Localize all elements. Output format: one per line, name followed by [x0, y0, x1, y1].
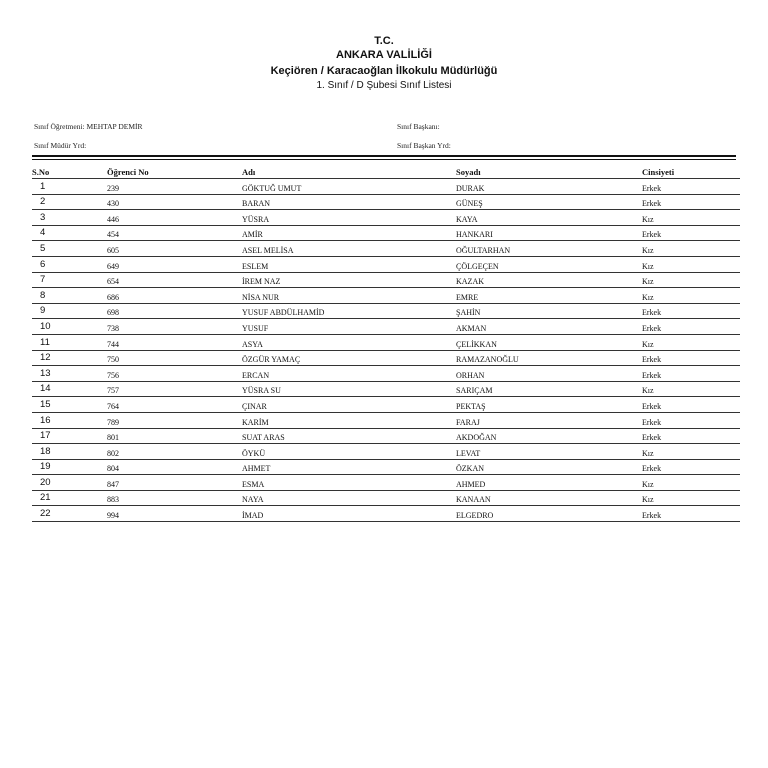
vice-president-label: Sınıf Başkan Yrd:	[397, 141, 451, 150]
row-name: YÜSRA SU	[242, 386, 281, 396]
row-no: 12	[40, 352, 51, 364]
row-surname: ÇÖLGEÇEN	[456, 261, 499, 271]
row-name: YUSUF ABDÜLHAMİD	[242, 308, 325, 318]
row-name: ESMA	[242, 479, 265, 489]
divider-thick	[32, 155, 736, 157]
row-student-no: 654	[107, 277, 119, 287]
header-gender: Cinsiyeti	[642, 167, 675, 177]
row-no: 2	[40, 196, 46, 208]
header-school: Keçiören / Karacaoğlan İlkokulu Müdürlüğü	[270, 65, 498, 77]
row-surname: ŞAHİN	[456, 308, 481, 318]
row-name: ASEL MELİSA	[242, 245, 294, 255]
row-student-no: 686	[107, 292, 119, 302]
row-surname: ÖZKAN	[456, 464, 484, 474]
row-student-no: 430	[107, 199, 119, 209]
row-gender: Kız	[642, 214, 654, 224]
row-surname: FARAJ	[456, 417, 480, 427]
row-student-no: 649	[107, 261, 119, 271]
row-name: ÇINAR	[242, 401, 267, 411]
row-name: ERCAN	[242, 370, 270, 380]
table-row	[32, 241, 740, 257]
row-name: NAYA	[242, 495, 264, 505]
row-surname: ORHAN	[456, 370, 485, 380]
table-row	[32, 397, 740, 413]
row-student-no: 883	[107, 495, 119, 505]
row-gender: Erkek	[642, 355, 662, 365]
row-student-no: 757	[107, 386, 119, 396]
row-surname: DURAK	[456, 183, 485, 193]
table-row	[32, 273, 740, 289]
row-student-no: 756	[107, 370, 119, 380]
row-student-no: 698	[107, 308, 119, 318]
row-gender: Erkek	[642, 199, 662, 209]
row-gender: Kız	[642, 339, 654, 349]
row-name: ESLEM	[242, 261, 269, 271]
row-gender: Kız	[642, 261, 654, 271]
table-row	[32, 210, 740, 226]
row-name: SUAT ARAS	[242, 433, 285, 443]
row-gender: Kız	[642, 245, 654, 255]
row-surname: KANAAN	[456, 495, 491, 505]
table-row	[32, 257, 740, 273]
row-student-no: 738	[107, 323, 119, 333]
row-no: 18	[40, 445, 51, 457]
row-gender: Erkek	[642, 401, 662, 411]
header-student-no: Öğrenci No	[107, 167, 149, 177]
row-gender: Kız	[642, 277, 654, 287]
row-name: ÖZGÜR YAMAÇ	[242, 355, 301, 365]
row-student-no: 454	[107, 230, 119, 240]
table-row	[32, 366, 740, 382]
table-row	[32, 351, 740, 367]
row-gender: Erkek	[642, 464, 662, 474]
row-surname: OĞULTARHAN	[456, 245, 511, 255]
row-gender: Erkek	[642, 433, 662, 443]
header-tc: T.C.	[374, 35, 394, 47]
row-student-no: 847	[107, 479, 119, 489]
row-no: 11	[40, 336, 50, 348]
row-name: YUSUF	[242, 323, 269, 333]
row-no: 8	[40, 289, 46, 301]
row-no: 16	[40, 414, 51, 426]
table-body	[32, 179, 740, 522]
row-name: ASYA	[242, 339, 263, 349]
row-no: 17	[40, 430, 51, 442]
row-student-no: 605	[107, 245, 119, 255]
row-no: 20	[40, 476, 51, 488]
header-no: S.No	[32, 167, 50, 177]
row-no: 10	[40, 320, 51, 332]
row-gender: Erkek	[642, 183, 662, 193]
row-surname: AKMAN	[456, 323, 487, 333]
row-name: YÜSRA	[242, 214, 270, 224]
row-gender: Kız	[642, 386, 654, 396]
row-surname: RAMAZANOĞLU	[456, 355, 519, 365]
table-row	[32, 460, 740, 476]
row-student-no: 764	[107, 401, 119, 411]
row-surname: HANKARI	[456, 230, 493, 240]
row-name: İMAD	[242, 511, 264, 521]
table-row	[32, 429, 740, 445]
teacher-label: Sınıf Öğretmeni: MEHTAP DEMİR	[34, 122, 143, 131]
table-header-row	[32, 165, 740, 179]
table-row	[32, 288, 740, 304]
table-row	[32, 319, 740, 335]
row-no: 9	[40, 305, 46, 317]
row-gender: Kız	[642, 495, 654, 505]
row-no: 13	[40, 367, 51, 379]
row-gender: Erkek	[642, 323, 662, 333]
table-row	[32, 226, 740, 242]
row-student-no: 994	[107, 511, 119, 521]
row-no: 22	[40, 508, 51, 520]
row-no: 4	[40, 227, 46, 239]
row-student-no: 804	[107, 464, 119, 474]
table-row	[32, 304, 740, 320]
table-row	[32, 444, 740, 460]
row-student-no: 801	[107, 433, 119, 443]
header-name: Adı	[242, 167, 256, 177]
table-row	[32, 179, 740, 195]
row-surname: AKDOĞAN	[456, 433, 497, 443]
table-row	[32, 195, 740, 211]
row-surname: SARIÇAM	[456, 386, 493, 396]
row-surname: KAYA	[456, 214, 478, 224]
row-no: 6	[40, 258, 46, 270]
row-name: KARİM	[242, 417, 269, 427]
row-no: 21	[40, 492, 51, 504]
row-surname: EMRE	[456, 292, 479, 302]
row-name: İREM NAZ	[242, 277, 281, 287]
row-student-no: 239	[107, 183, 119, 193]
assistant-principal-label: Sınıf Müdür Yrd:	[34, 141, 87, 150]
table-row	[32, 335, 740, 351]
row-name: AHMET	[242, 464, 271, 474]
row-surname: AHMED	[456, 479, 486, 489]
header-surname: Soyadı	[456, 167, 481, 177]
class-president-label: Sınıf Başkanı:	[397, 122, 440, 131]
row-gender: Erkek	[642, 511, 662, 521]
row-name: AMİR	[242, 230, 263, 240]
header-class-list-title: 1. Sınıf / D Şubesi Sınıf Listesi	[316, 80, 452, 91]
row-gender: Erkek	[642, 230, 662, 240]
row-gender: Erkek	[642, 370, 662, 380]
divider-thin	[32, 159, 736, 160]
table-row	[32, 382, 740, 398]
row-name: BARAN	[242, 199, 271, 209]
table-row	[32, 491, 740, 507]
row-student-no: 744	[107, 339, 119, 349]
row-student-no: 802	[107, 448, 119, 458]
document-header	[0, 34, 768, 93]
row-student-no: 750	[107, 355, 119, 365]
row-gender: Erkek	[642, 308, 662, 318]
row-surname: PEKTAŞ	[456, 401, 486, 411]
row-student-no: 446	[107, 214, 119, 224]
row-surname: GÜNEŞ	[456, 199, 483, 209]
row-name: ÖYKÜ	[242, 448, 266, 458]
row-no: 15	[40, 398, 51, 410]
row-name: GÖKTUĞ UMUT	[242, 183, 302, 193]
row-surname: KAZAK	[456, 277, 484, 287]
row-no: 1	[40, 180, 46, 192]
row-no: 14	[40, 383, 51, 395]
row-surname: ÇELİKKAN	[456, 339, 497, 349]
row-surname: ELGEDRO	[456, 511, 494, 521]
row-surname: LEVAT	[456, 448, 481, 458]
row-no: 5	[40, 242, 46, 254]
row-no: 19	[40, 461, 51, 473]
row-name: NİSA NUR	[242, 292, 280, 302]
row-gender: Erkek	[642, 417, 662, 427]
row-student-no: 789	[107, 417, 119, 427]
header-governorship: ANKARA VALİLİĞİ	[336, 49, 432, 61]
table-row	[32, 506, 740, 522]
row-gender: Kız	[642, 479, 654, 489]
row-no: 3	[40, 211, 46, 223]
row-gender: Kız	[642, 292, 654, 302]
table-row	[32, 413, 740, 429]
table-row	[32, 475, 740, 491]
row-gender: Kız	[642, 448, 654, 458]
row-no: 7	[40, 274, 46, 286]
class-list-table	[32, 165, 740, 522]
